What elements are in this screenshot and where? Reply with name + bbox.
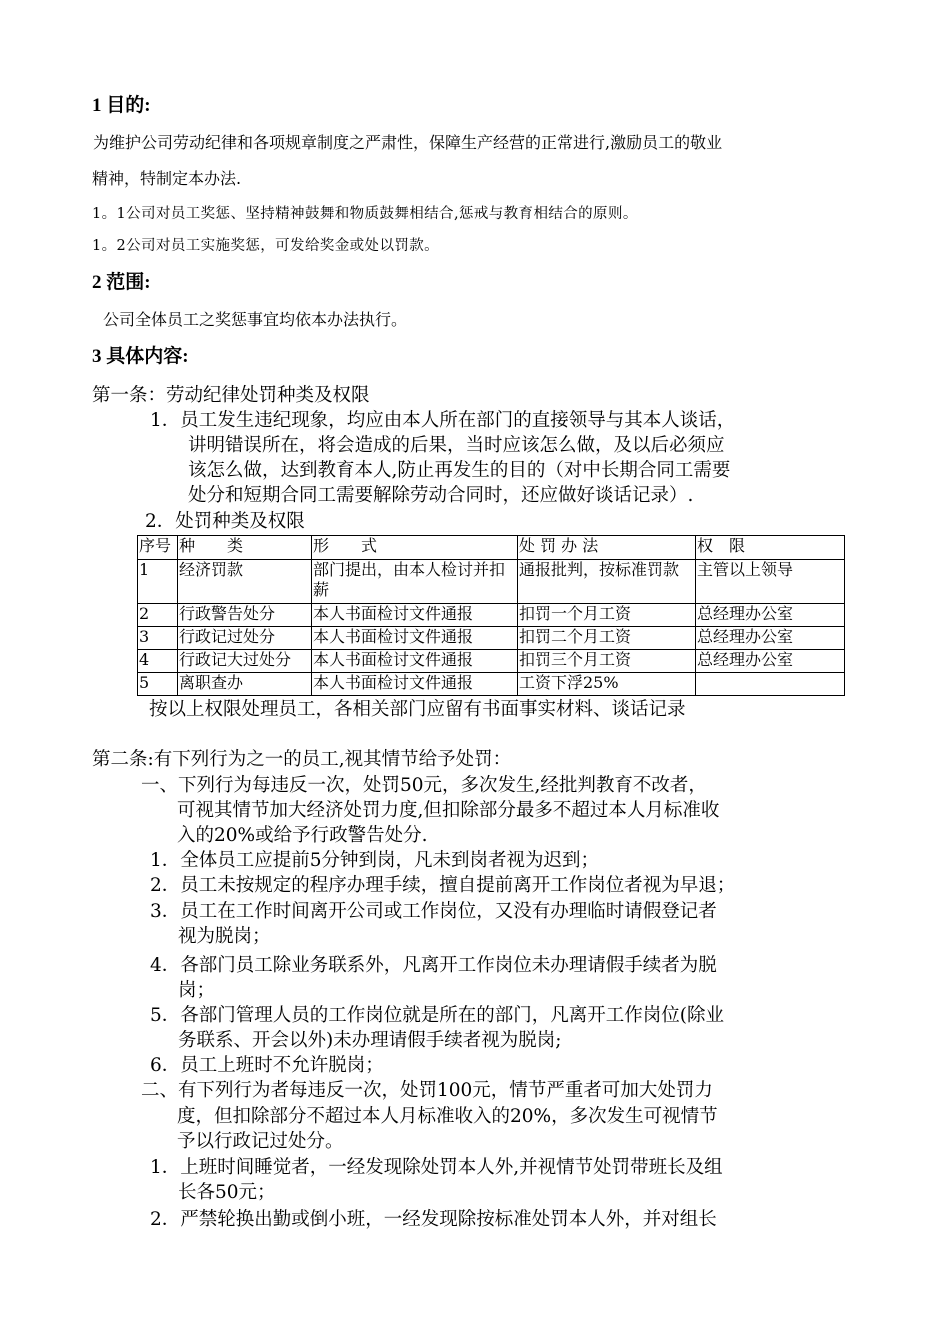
table-note: 按以上权限处理员工，各相关部门应留有书面事实材料、谈话记录 [149, 699, 686, 720]
clause-1-item-4-line-2: 岗； [178, 980, 216, 1001]
clause-1-line-1: 一、下列行为每违反一次，处罚50元，多次发生,经批判教育不改者， [141, 775, 707, 796]
table-cell: 本人书面检讨文件通报 [312, 650, 518, 673]
article-1-item-1-line-4: 处分和短期合同工需要解除劳动合同时，还应做好谈话记录）. [188, 485, 694, 506]
item-1-2: 1。2公司对员工实施奖惩，可发给奖金或处以罚款。 [92, 238, 440, 254]
table-cell: 主管以上领导 [696, 560, 845, 604]
table-cell: 部门提出，由本人检讨并扣薪 [312, 560, 518, 604]
table-cell: 总经理办公室 [696, 604, 845, 627]
table-cell: 总经理办公室 [696, 650, 845, 673]
table-row [138, 560, 845, 604]
table-header-row [138, 536, 845, 560]
clause-1-line-2: 可视其情节加大经济处罚力度,但扣除部分最多不超过本人月标准收 [177, 800, 720, 821]
table-cell: 4 [138, 650, 178, 673]
table-cell: 工资下浮25% [518, 673, 696, 696]
table-cell: 扣罚二个月工资 [518, 627, 696, 650]
clause-2-line-2: 度，但扣除部分不超过本人月标准收入的20%，多次发生可视情节 [177, 1106, 718, 1127]
table-cell: 行政警告处分 [178, 604, 312, 627]
article-1-item-1-line-3: 该怎么做，达到教育本人,防止再发生的目的（对中长期合同工需要 [188, 460, 731, 481]
article-1-title: 第一条：劳动纪律处罚种类及权限 [92, 385, 370, 406]
article-1-item-1-line-2: 讲明错误所在，将会造成的后果，当时应该怎么做，及以后必须应 [188, 435, 725, 456]
table-cell: 3 [138, 627, 178, 650]
clause-1-item-2: 2．员工未按规定的程序办理手续，擅自提前离开工作岗位者视为早退； [150, 875, 736, 896]
article-1-item-1-line-1: 1．员工发生违纪现象，均应由本人所在部门的直接领导与其本人谈话， [150, 410, 736, 431]
clause-1-item-3-line-2: 视为脱岗； [178, 926, 271, 947]
clause-2-item-1-line-1: 1．上班时间睡觉者，一经发现除处罚本人外,并视情节处罚带班长及组 [150, 1157, 723, 1178]
purpose-paragraph-line-1: 为维护公司劳动纪律和各项规章制度之严肃性，保障生产经营的正常进行,激励员工的敬业 [93, 133, 723, 152]
clause-1-item-4-line-1: 4．各部门员工除业务联系外，凡离开工作岗位未办理请假手续者为脱 [150, 955, 717, 976]
article-1-item-2: 2．处罚种类及权限 [145, 511, 305, 532]
table-row [138, 604, 845, 627]
section-2-heading: 2 范围: [92, 272, 151, 293]
clause-2-line-1: 二、有下列行为者每违反一次，处罚100元，情节严重者可加大处罚力 [141, 1080, 713, 1101]
table-cell: 行政记过处分 [178, 627, 312, 650]
clause-2-item-2: 2．严禁轮换出勤或倒小班，一经发现除按标准处罚本人外，并对组长 [150, 1209, 717, 1230]
header-cell: 处 罚 办 法 [518, 536, 696, 560]
table-row [138, 673, 845, 696]
header-cell: 形 式 [312, 536, 518, 560]
table-cell: 本人书面检讨文件通报 [312, 627, 518, 650]
table-cell: 总经理办公室 [696, 627, 845, 650]
scope-paragraph: 公司全体员工之奖惩事宜均依本办法执行。 [103, 310, 408, 329]
section-1-heading: 1 目的: [92, 95, 151, 116]
clause-1-item-1: 1．全体员工应提前5分钟到岗，凡未到岗者视为迟到； [150, 850, 600, 871]
header-cell: 序号 [138, 536, 178, 560]
table-cell: 经济罚款 [178, 560, 312, 604]
table-cell: 扣罚三个月工资 [518, 650, 696, 673]
table-row [138, 627, 845, 650]
header-cell: 权 限 [696, 536, 845, 560]
clause-1-item-5-line-1: 5．各部门管理人员的工作岗位就是所在的部门，凡离开工作岗位(除业 [150, 1005, 724, 1026]
clause-2-line-3: 予以行政记过处分。 [177, 1131, 344, 1152]
table-row [138, 650, 845, 673]
table-cell [696, 673, 845, 696]
purpose-paragraph-line-2: 精神，特制定本办法. [92, 169, 242, 188]
header-cell: 种 类 [178, 536, 312, 560]
table-cell: 扣罚一个月工资 [518, 604, 696, 627]
table-cell: 2 [138, 604, 178, 627]
table-cell: 本人书面检讨文件通报 [312, 673, 518, 696]
clause-2-item-1-line-2: 长各50元； [178, 1182, 276, 1203]
clause-1-line-3: 入的20%或给予行政警告处分. [177, 825, 428, 846]
table-cell: 本人书面检讨文件通报 [312, 604, 518, 627]
clause-1-item-5-line-2: 务联系、开会以外)未办理请假手续者视为脱岗; [178, 1030, 562, 1051]
penalty-table [137, 535, 845, 696]
table-cell: 行政记大过处分 [178, 650, 312, 673]
table-cell: 离职查办 [178, 673, 312, 696]
table-cell: 通报批判，按标准罚款 [518, 560, 696, 604]
table-cell: 1 [138, 560, 178, 604]
section-3-heading: 3 具体内容: [92, 346, 189, 367]
clause-1-item-6: 6．员工上班时不允许脱岗； [150, 1055, 384, 1076]
clause-1-item-3-line-1: 3．员工在工作时间离开公司或工作岗位，又没有办理临时请假登记者 [150, 901, 717, 922]
article-2-title: 第二条:有下列行为之一的员工,视其情节给予处罚： [92, 749, 512, 770]
table-cell: 5 [138, 673, 178, 696]
item-1-1: 1。1公司对员工奖惩、坚持精神鼓舞和物质鼓舞相结合,惩戒与教育相结合的原则。 [92, 206, 638, 222]
